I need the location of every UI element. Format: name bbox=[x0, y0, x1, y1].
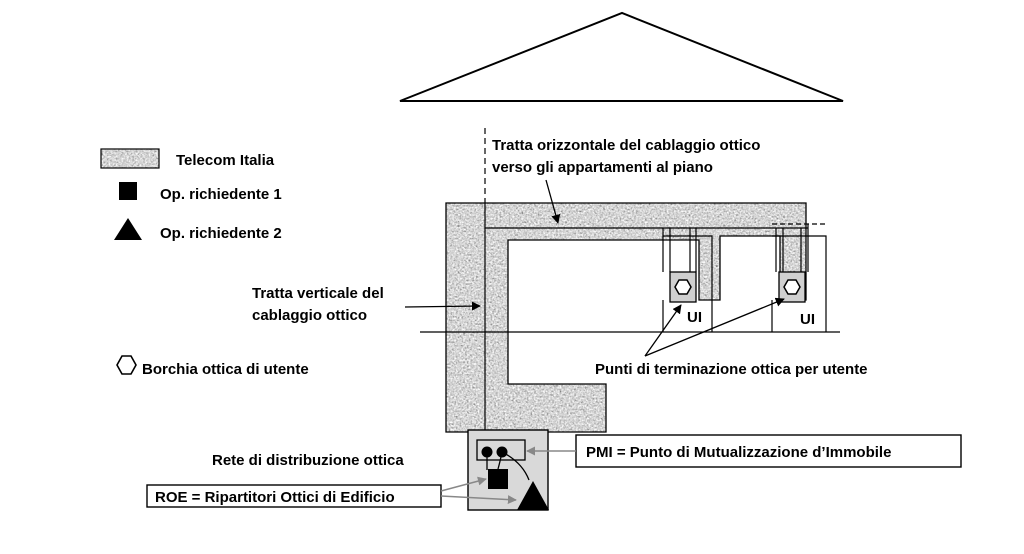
telecom-texture-swatch bbox=[101, 149, 159, 168]
horizontal-label-line1: Tratta orizzontale del cablaggio ottico bbox=[492, 137, 761, 154]
legend bbox=[101, 149, 309, 378]
pmi-callout-label: PMI = Punto di Mutualizzazione d’Immobile bbox=[586, 444, 892, 461]
distribution-network-label: Rete di distribuzione ottica bbox=[212, 452, 404, 469]
vertical-label-line2: cablaggio ottico bbox=[252, 307, 368, 324]
vertical-label-line1: Tratta verticale del bbox=[252, 285, 384, 302]
roe-op1-square-icon bbox=[488, 469, 508, 489]
roof-outline bbox=[400, 13, 843, 101]
legend-op1-label: Op. richiedente 1 bbox=[160, 186, 282, 203]
borchia-right-icon bbox=[784, 280, 800, 294]
horizontal-label-line2: verso gli appartamenti al piano bbox=[492, 159, 713, 176]
borchia-hexagon-icon bbox=[117, 356, 136, 374]
outlet-left bbox=[670, 272, 696, 302]
borchia-left-icon bbox=[675, 280, 691, 294]
legend-op2-label: Op. richiedente 2 bbox=[160, 225, 282, 242]
legend-borchia-label: Borchia ottica di utente bbox=[142, 361, 309, 378]
outlet-right bbox=[779, 272, 805, 302]
op1-square-icon bbox=[119, 182, 137, 200]
ui-right-label: UI bbox=[800, 311, 815, 328]
ui-left-label: UI bbox=[687, 309, 702, 326]
legend-telecom-label: Telecom Italia bbox=[176, 152, 275, 169]
telecom-structure bbox=[440, 195, 812, 437]
roe-callout-label: ROE = Ripartitori Ottici di Edificio bbox=[155, 489, 395, 506]
op2-triangle-icon bbox=[114, 218, 142, 240]
termination-label: Punti di terminazione ottica per utente bbox=[595, 361, 868, 378]
